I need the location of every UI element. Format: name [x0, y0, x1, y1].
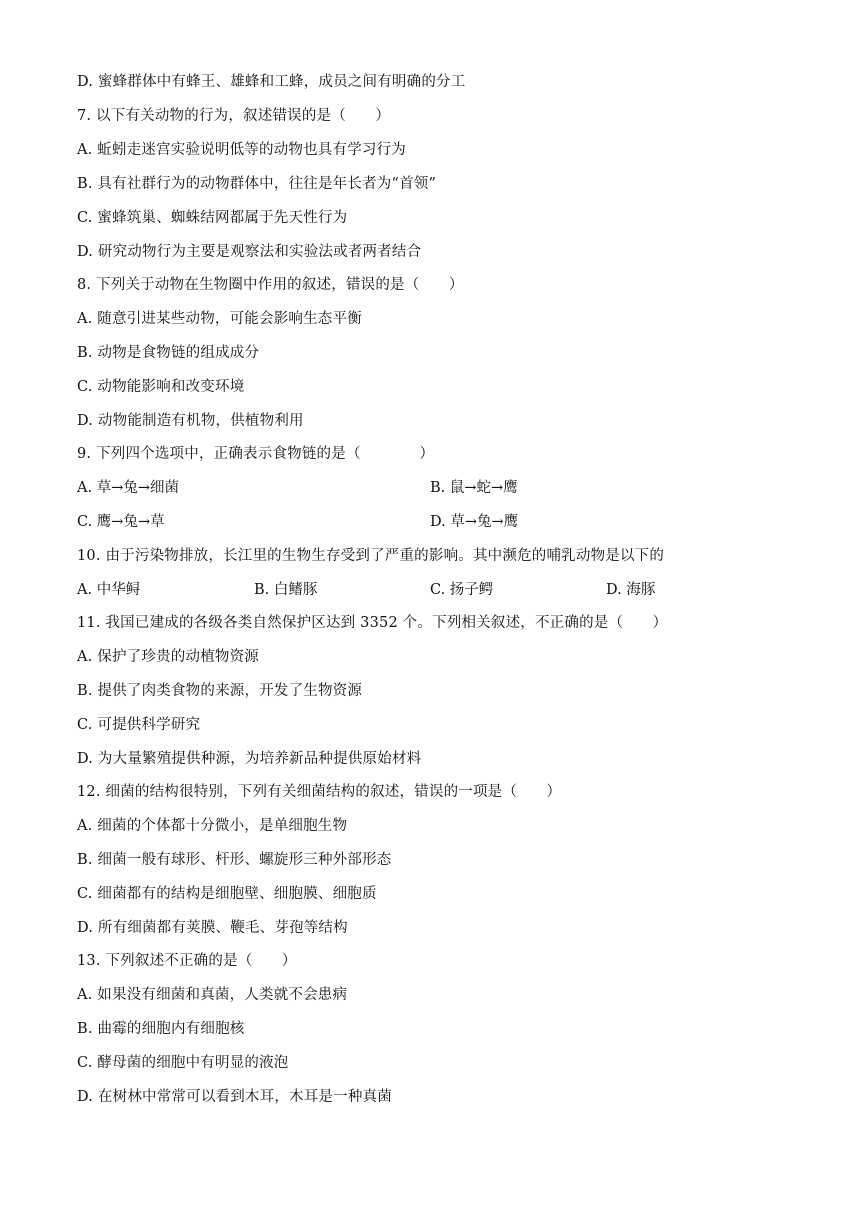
q7-option-d: D. 研究动物行为主要是观察法和实验法或者两者结合	[77, 244, 422, 260]
q9-option-c: C. 鹰→兔→草	[77, 514, 165, 530]
q11-option-a: A. 保护了珍贵的动植物资源	[77, 649, 259, 665]
q9-option-d: D. 草→兔→鹰	[430, 514, 519, 530]
q12-stem: 12. 细菌的结构很特别，下列有关细菌结构的叙述，错误的一项是（ ）	[77, 784, 562, 800]
q11-option-c: C. 可提供科学研究	[77, 717, 201, 733]
q8-option-c: C. 动物能影响和改变环境	[77, 379, 245, 395]
q13-option-b: B. 曲霉的细胞内有细胞核	[77, 1021, 245, 1037]
q13-option-c: C. 酵母菌的细胞中有明显的液泡	[77, 1055, 289, 1071]
q8-stem: 8. 下列关于动物在生物圈中作用的叙述，错误的是（ ）	[77, 277, 464, 293]
q13-option-a: A. 如果没有细菌和真菌，人类就不会患病	[77, 987, 348, 1003]
q7-option-a: A. 蚯蚓走迷宫实验说明低等的动物也具有学习行为	[77, 142, 406, 158]
q11-option-d: D. 为大量繁殖提供种源，为培养新品种提供原始材料	[77, 751, 422, 767]
q13-stem: 13. 下列叙述不正确的是（ ）	[77, 953, 297, 969]
q10-option-b: B. 白鳍豚	[254, 582, 318, 598]
q10-option-a: A. 中华鲟	[77, 582, 141, 598]
q10-stem: 10. 由于污染物排放，长江里的生物生存受到了严重的影响。其中濒危的哺乳动物是以下的	[77, 548, 665, 564]
q8-option-a: A. 随意引进某些动物，可能会影响生态平衡	[77, 311, 362, 327]
q7-option-b: B. 具有社群行为的动物群体中，往往是年长者为“首领”	[77, 176, 437, 192]
q7-option-c: C. 蜜蜂筑巢、蜘蛛结网都属于先天性行为	[77, 210, 348, 226]
q10-option-d: D. 海豚	[606, 582, 656, 598]
q12-option-d: D. 所有细菌都有荚膜、鞭毛、芽孢等结构	[77, 920, 348, 936]
q9-option-a: A. 草→兔→细菌	[77, 480, 179, 496]
q8-option-d: D. 动物能制造有机物，供植物利用	[77, 413, 304, 429]
q10-option-c: C. 扬子鳄	[430, 582, 494, 598]
q8-option-b: B. 动物是食物链的组成成分	[77, 345, 260, 361]
q11-stem: 11. 我国已建成的各级各类自然保护区达到 3352 个。下列相关叙述，不正确的是（ ）	[77, 615, 668, 631]
q7-stem: 7. 以下有关动物的行为，叙述错误的是（ ）	[77, 108, 391, 124]
q12-option-a: A. 细菌的个体都十分微小，是单细胞生物	[77, 818, 348, 834]
q12-option-c: C. 细菌都有的结构是细胞壁、细胞膜、细胞质	[77, 886, 377, 902]
q9-stem: 9. 下列四个选项中，正确表示食物链的是（ ）	[77, 446, 435, 462]
q12-option-b: B. 细菌一般有球形、杆形、螺旋形三种外部形态	[77, 852, 392, 868]
q11-option-b: B. 提供了肉类食物的来源，开发了生物资源	[77, 683, 363, 699]
q9-option-b: B. 鼠→蛇→鹰	[430, 480, 518, 496]
q6-option-d: D. 蜜蜂群体中有蜂王、雄蜂和工蜂，成员之间有明确的分工	[77, 74, 466, 90]
q13-option-d: D. 在树林中常常可以看到木耳，木耳是一种真菌	[77, 1089, 392, 1105]
